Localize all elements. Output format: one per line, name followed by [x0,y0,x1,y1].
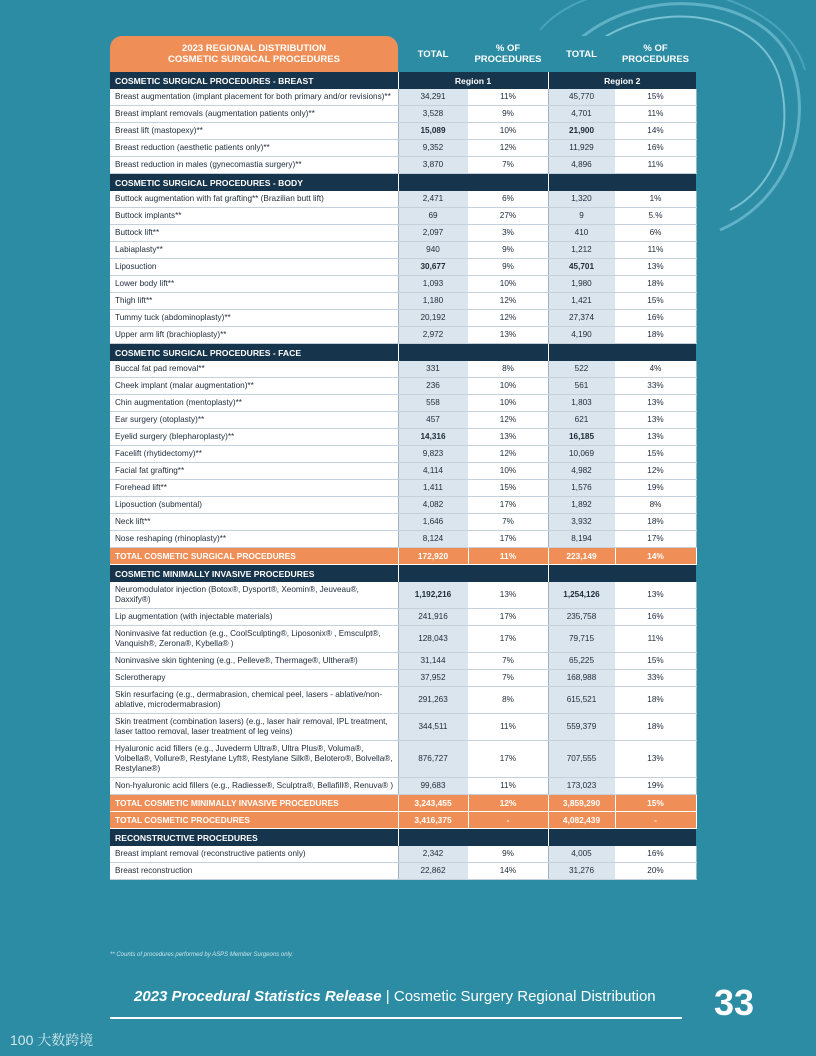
section-title: RECONSTRUCTIVE PROCEDURES [110,829,398,847]
procedure-label: Nose reshaping (rhinoplasty)** [110,531,398,548]
region-2-pct: 13% [615,412,696,429]
table-row [110,446,696,463]
region-2-pct: 13% [615,429,696,446]
region-1-pct: 10% [468,378,548,395]
region-1-pct: 9% [468,259,548,276]
region-2-total: 561 [548,378,615,395]
total-header: TOTAL [398,36,468,72]
pct-header [615,36,696,72]
table-row [110,191,696,208]
region-2-pct: 18% [615,714,696,741]
procedure-label: Lip augmentation (with injectable materials) [110,609,398,626]
region-2-pct: 19% [615,480,696,497]
region-2-pct: 18% [615,327,696,344]
region-1-total: 291,263 [398,687,468,714]
table-row [110,89,696,106]
region-1-total: 2,097 [398,225,468,242]
region-1-total: 15,089 [398,123,468,140]
footer-title [134,988,656,1005]
table-row [110,327,696,344]
table-row [110,361,696,378]
table-title-line2: COSMETIC SURGICAL PROCEDURES [168,54,340,65]
procedure-label: Buttock augmentation with fat grafting** (Brazilian butt lift) [110,191,398,208]
procedure-label: Neuromodulator injection (Botox®, Dysport®, Xeomin®, Jeuveau®, Daxxify®) [110,582,398,609]
table-row [110,653,696,670]
table-row [110,225,696,242]
procedure-label: Facelift (rhytidectomy)** [110,446,398,463]
region-1-total: 236 [398,378,468,395]
region-2-total: 1,212 [548,242,615,259]
table-row [110,293,696,310]
procedure-label: Skin treatment (combination lasers) (e.g., laser hair removal, IPL treatment, laser tattoo removal, laser treatment of leg veins) [110,714,398,741]
section-spacer [398,565,548,583]
section-spacer [398,829,548,847]
region-1-pct: 7% [468,514,548,531]
region-1-total: 4,114 [398,463,468,480]
total-r2: 3,859,290 [548,795,615,812]
procedure-label: Upper arm lift (brachioplasty)** [110,327,398,344]
region-1-total: 20,192 [398,310,468,327]
region-1-total: 3,528 [398,106,468,123]
region-2-total: 4,190 [548,327,615,344]
procedure-label: Non-hyaluronic acid fillers (e.g., Radiesse®, Sculptra®, Bellafill®, Renuva® ) [110,778,398,795]
region-1-pct: 27% [468,208,548,225]
region-2-total: 410 [548,225,615,242]
procedure-label: Breast reduction (aesthetic patients only)** [110,140,398,157]
procedure-label: Labiaplasty** [110,242,398,259]
section-spacer [548,344,696,362]
table-row [110,310,696,327]
region-2-pct: 13% [615,582,696,609]
table-row [110,609,696,626]
table-row [110,412,696,429]
region-1-pct: 11% [468,89,548,106]
region-2-total: 4,982 [548,463,615,480]
total-r2: 4,082,439 [548,812,615,829]
total-r1: 3,243,455 [398,795,468,812]
table-row [110,846,696,863]
region-2-total: 1,980 [548,276,615,293]
region-2-total: 45,770 [548,89,615,106]
table-row [110,276,696,293]
region-1-pct: 10% [468,395,548,412]
section-spacer [548,174,696,192]
pct-header [468,36,548,72]
table-row [110,741,696,778]
region-2-pct: 6% [615,225,696,242]
region-1-total: 128,043 [398,626,468,653]
section-title: COSMETIC SURGICAL PROCEDURES - FACE [110,344,398,362]
pct-header-line1: % OF [495,43,521,54]
table-row [110,140,696,157]
region-1-pct: 17% [468,497,548,514]
region-1-total: 558 [398,395,468,412]
region-1-total: 69 [398,208,468,225]
procedure-label: Breast augmentation (implant placement for both primary and/or revisions)** [110,89,398,106]
table-row [110,670,696,687]
region-1-total: 2,972 [398,327,468,344]
region-1-total: 31,144 [398,653,468,670]
region-1-pct: 12% [468,412,548,429]
region-2-header: Region 2 [548,72,696,89]
region-1-total: 34,291 [398,89,468,106]
total-p2: - [615,812,696,829]
region-2-total: 1,320 [548,191,615,208]
section-spacer [548,565,696,583]
footnote: ** Counts of procedures performed by ASPS Member Surgeons only. [110,952,294,958]
procedure-label: Liposuction [110,259,398,276]
region-2-total: 559,379 [548,714,615,741]
region-1-total: 8,124 [398,531,468,548]
region-2-pct: 11% [615,106,696,123]
total-row-total_mip [110,795,696,812]
table-row [110,497,696,514]
region-1-pct: 7% [468,653,548,670]
region-1-total: 37,952 [398,670,468,687]
region-1-total: 1,093 [398,276,468,293]
region-1-total: 241,916 [398,609,468,626]
procedure-label: Noninvasive skin tightening (e.g., Pelleve®, Thermage®, Ulthera®) [110,653,398,670]
table-row [110,242,696,259]
section-title: COSMETIC SURGICAL PROCEDURES - BREAST [110,72,398,89]
region-1-pct: 15% [468,480,548,497]
procedure-label: Breast implant removals (augmentation patients only)** [110,106,398,123]
table-row [110,463,696,480]
region-2-total: 65,225 [548,653,615,670]
region-1-total: 1,192,216 [398,582,468,609]
table-row [110,531,696,548]
region-2-total: 1,576 [548,480,615,497]
region-1-pct: 12% [468,293,548,310]
table-row [110,514,696,531]
region-1-pct: 8% [468,361,548,378]
region-2-total: 9 [548,208,615,225]
region-1-pct: 7% [468,157,548,174]
region-1-pct: 3% [468,225,548,242]
region-1-pct: 11% [468,778,548,795]
table-row [110,480,696,497]
total-p2: 14% [615,548,696,565]
region-1-total: 940 [398,242,468,259]
procedure-label: Breast implant removal (reconstructive patients only) [110,846,398,863]
region-1-total: 2,342 [398,846,468,863]
table-row [110,208,696,225]
regional-distribution-table [110,36,697,880]
section-spacer [398,344,548,362]
region-1-pct: 12% [468,140,548,157]
procedure-label: Breast lift (mastopexy)** [110,123,398,140]
pct-header-line2: PROCEDURES [474,54,542,65]
total-row-total_surgical [110,548,696,565]
region-2-pct: 1% [615,191,696,208]
region-2-pct: 13% [615,395,696,412]
region-2-total: 27,374 [548,310,615,327]
section-header-body [110,174,696,192]
region-2-pct: 4% [615,361,696,378]
procedure-label: Buccal fat pad removal** [110,361,398,378]
procedure-label: Thigh lift** [110,293,398,310]
region-2-total: 1,803 [548,395,615,412]
region-1-total: 344,511 [398,714,468,741]
pct-header-line1: % OF [643,43,668,54]
region-1-pct: 13% [468,327,548,344]
region-2-total: 235,758 [548,609,615,626]
region-1-pct: 10% [468,276,548,293]
region-1-pct: 11% [468,714,548,741]
procedure-label: Breast reduction in males (gynecomastia surgery)** [110,157,398,174]
region-1-pct: 14% [468,863,548,880]
region-1-pct: 9% [468,106,548,123]
table-row [110,714,696,741]
region-2-total: 707,555 [548,741,615,778]
page-number: 33 [714,982,755,1023]
total-label: TOTAL COSMETIC MINIMALLY INVASIVE PROCEDURES [110,795,398,812]
region-1-pct: 9% [468,242,548,259]
region-2-total: 21,900 [548,123,615,140]
section-header-face [110,344,696,362]
procedure-label: Lower body lift** [110,276,398,293]
region-1-total: 1,180 [398,293,468,310]
region-2-total: 16,185 [548,429,615,446]
procedure-label: Noninvasive fat reduction (e.g., CoolSculpting®, Liposonix® , Emsculpt®, Vanquish®, Zerona®, Kybella® ) [110,626,398,653]
table-row [110,157,696,174]
total-p2: 15% [615,795,696,812]
region-2-pct: 11% [615,242,696,259]
procedure-label: Sclerotherapy [110,670,398,687]
region-2-total: 1,892 [548,497,615,514]
total-header: TOTAL [548,36,615,72]
region-1-total: 457 [398,412,468,429]
table-header [110,36,696,72]
section-header-breast [110,72,696,89]
region-2-pct: 8% [615,497,696,514]
region-2-pct: 16% [615,140,696,157]
section-spacer [398,174,548,192]
region-1-pct: 7% [468,670,548,687]
region-1-pct: 17% [468,626,548,653]
region-2-pct: 20% [615,863,696,880]
region-1-pct: 13% [468,429,548,446]
procedure-label: Liposuction (submental) [110,497,398,514]
table-row [110,582,696,609]
procedure-label: Ear surgery (otoplasty)** [110,412,398,429]
footer-divider [110,1017,682,1019]
region-2-total: 615,521 [548,687,615,714]
section-header-recon [110,829,696,847]
total-r2: 223,149 [548,548,615,565]
region-2-total: 4,701 [548,106,615,123]
region-1-total: 4,082 [398,497,468,514]
region-1-total: 876,727 [398,741,468,778]
region-2-total: 10,069 [548,446,615,463]
region-1-total: 331 [398,361,468,378]
region-2-pct: 12% [615,463,696,480]
watermark: 100 大数跨境 [10,1032,94,1048]
region-1-pct: 6% [468,191,548,208]
region-2-pct: 19% [615,778,696,795]
region-1-total: 2,471 [398,191,468,208]
region-1-pct: 10% [468,123,548,140]
region-2-pct: 15% [615,653,696,670]
region-2-pct: 15% [615,446,696,463]
region-1-total: 30,677 [398,259,468,276]
procedure-label: Cheek implant (malar augmentation)** [110,378,398,395]
region-1-pct: 12% [468,310,548,327]
regional-distribution-table-wrapper [110,36,696,880]
section-title: COSMETIC SURGICAL PROCEDURES - BODY [110,174,398,192]
total-p1: 12% [468,795,548,812]
region-1-total: 9,823 [398,446,468,463]
region-1-header: Region 1 [398,72,548,89]
table-row [110,429,696,446]
region-2-pct: 16% [615,609,696,626]
table-row [110,259,696,276]
procedure-label: Buttock lift** [110,225,398,242]
table-row [110,395,696,412]
total-row-total_cosmetic [110,812,696,829]
procedure-label: Breast reconstruction [110,863,398,880]
procedure-label: Tummy tuck (abdominoplasty)** [110,310,398,327]
region-2-total: 1,421 [548,293,615,310]
region-1-pct: 17% [468,531,548,548]
table-row [110,106,696,123]
region-2-total: 522 [548,361,615,378]
region-1-pct: 10% [468,463,548,480]
region-2-pct: 5.% [615,208,696,225]
total-p1: 11% [468,548,548,565]
table-row [110,626,696,653]
section-title: COSMETIC MINIMALLY INVASIVE PROCEDURES [110,565,398,583]
total-r1: 172,920 [398,548,468,565]
procedure-label: Neck lift** [110,514,398,531]
region-2-total: 31,276 [548,863,615,880]
procedure-label: Buttock implants** [110,208,398,225]
section-spacer [548,829,696,847]
pct-header-line2: PROCEDURES [621,54,690,65]
footer-title-italic: 2023 Procedural Statistics Release [134,988,382,1005]
region-2-pct: 15% [615,293,696,310]
region-1-pct: 12% [468,446,548,463]
total-label: TOTAL COSMETIC PROCEDURES [110,812,398,829]
region-2-pct: 33% [615,670,696,687]
region-1-pct: 9% [468,846,548,863]
region-2-total: 4,005 [548,846,615,863]
footer-title-rest: | Cosmetic Surgery Regional Distribution [381,988,656,1005]
region-2-total: 621 [548,412,615,429]
region-2-pct: 16% [615,846,696,863]
table-row [110,687,696,714]
table-row [110,378,696,395]
region-2-total: 173,023 [548,778,615,795]
region-2-pct: 18% [615,687,696,714]
region-2-total: 8,194 [548,531,615,548]
procedure-label: Forehead lift** [110,480,398,497]
total-p1: - [468,812,548,829]
region-2-total: 4,896 [548,157,615,174]
table-row [110,123,696,140]
region-1-total: 3,870 [398,157,468,174]
region-2-pct: 14% [615,123,696,140]
region-2-pct: 11% [615,626,696,653]
region-1-pct: 13% [468,582,548,609]
table-row [110,863,696,880]
region-2-pct: 18% [615,514,696,531]
region-1-total: 22,862 [398,863,468,880]
region-1-pct: 8% [468,687,548,714]
total-r1: 3,416,375 [398,812,468,829]
region-1-total: 14,316 [398,429,468,446]
region-2-pct: 16% [615,310,696,327]
region-2-pct: 13% [615,741,696,778]
procedure-label: Eyelid surgery (blepharoplasty)** [110,429,398,446]
region-1-total: 1,411 [398,480,468,497]
region-2-pct: 13% [615,259,696,276]
region-1-pct: 17% [468,741,548,778]
table-row [110,778,696,795]
total-label: TOTAL COSMETIC SURGICAL PROCEDURES [110,548,398,565]
region-1-pct: 17% [468,609,548,626]
region-1-total: 99,683 [398,778,468,795]
table-title [110,36,398,72]
region-1-total: 9,352 [398,140,468,157]
region-2-pct: 18% [615,276,696,293]
table-title-line1: 2023 REGIONAL DISTRIBUTION [182,43,326,54]
region-1-total: 1,646 [398,514,468,531]
region-2-total: 3,932 [548,514,615,531]
procedure-label: Facial fat grafting** [110,463,398,480]
region-2-total: 168,988 [548,670,615,687]
region-2-pct: 15% [615,89,696,106]
region-2-total: 11,929 [548,140,615,157]
region-2-pct: 11% [615,157,696,174]
section-header-mip [110,565,696,583]
procedure-label: Skin resurfacing (e.g., dermabrasion, chemical peel, lasers - ablative/non-ablative, microdermabrasion) [110,687,398,714]
procedure-label: Hyaluronic acid fillers (e.g., Juvederm Ultra®, Ultra Plus®, Voluma®, Volbella®, Vollure®, Restylane Lyft®, Restylane Silk®, Belotero®, Bolvella®, Restylane®) [110,741,398,778]
region-2-pct: 17% [615,531,696,548]
procedure-label: Chin augmentation (mentoplasty)** [110,395,398,412]
region-2-total: 79,715 [548,626,615,653]
region-2-total: 45,701 [548,259,615,276]
region-2-pct: 33% [615,378,696,395]
region-2-total: 1,254,126 [548,582,615,609]
